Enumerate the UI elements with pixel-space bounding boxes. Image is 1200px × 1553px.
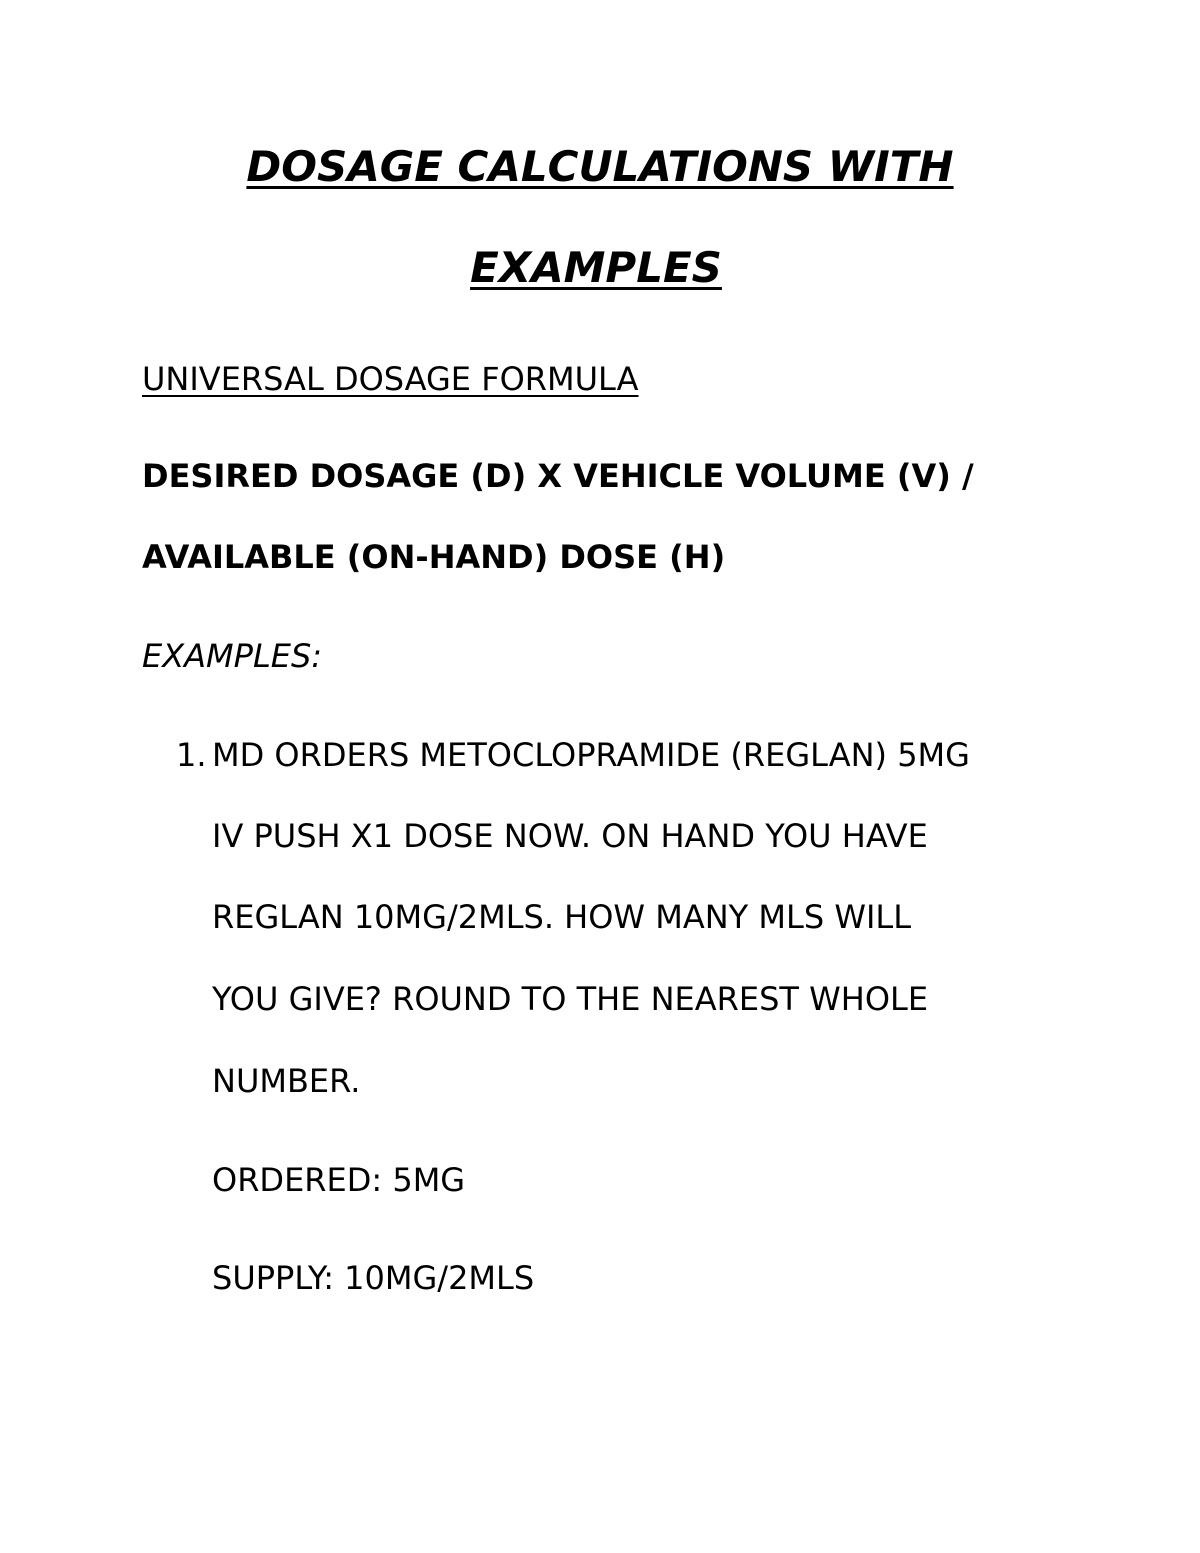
section-heading: UNIVERSAL DOSAGE FORMULA (142, 360, 639, 398)
formula-line-2: AVAILABLE (ON-HAND) DOSE (H) (142, 538, 726, 576)
example-question-line-3: REGLAN 10MG/2MLS. HOW MANY MLS WILL (212, 898, 912, 936)
document-title-line-1: DOSAGE CALCULATIONS WITH (246, 142, 954, 191)
example-number: 1. (176, 736, 207, 774)
examples-label: EXAMPLES: (142, 637, 323, 675)
example-question-line-1: MD ORDERS METOCLOPRAMIDE (REGLAN) 5MG (212, 736, 970, 774)
document-title-line-2: EXAMPLES (470, 243, 722, 292)
example-question-line-5: NUMBER. (212, 1062, 361, 1100)
formula-line-1: DESIRED DOSAGE (D) X VEHICLE VOLUME (V) / (142, 457, 974, 495)
ordered-value: ORDERED: 5MG (212, 1161, 466, 1199)
example-question-line-2: IV PUSH X1 DOSE NOW. ON HAND YOU HAVE (212, 817, 928, 855)
example-question-line-4: YOU GIVE? ROUND TO THE NEAREST WHOLE (212, 980, 929, 1018)
supply-value: SUPPLY: 10MG/2MLS (212, 1259, 535, 1297)
